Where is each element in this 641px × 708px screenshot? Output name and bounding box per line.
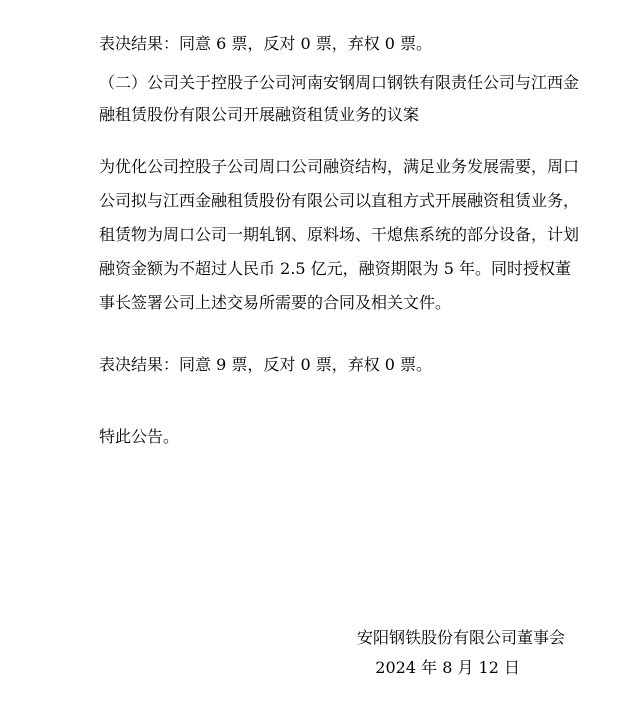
board-signature: 安阳钢铁股份有限公司董事会 [356, 628, 565, 647]
agenda-item-title: （二）公司关于控股子公司河南安钢周口钢铁有限责任公司与江西金融租赁股份有限公司开展融资租赁业务的议案 [99, 73, 580, 124]
announcement-date: 2024 年 8 月 12 日 [375, 658, 520, 677]
closing-statement: 特此公告。 [99, 427, 180, 446]
vote-result-first: 表决结果：同意 6 票，反对 0 票，弃权 0 票。 [99, 34, 433, 53]
agenda-item-body: 为优化公司控股子公司周口公司融资结构，满足业务发展需要，周口公司拟与江西金融租赁股份有限公司以直租方式开展融资租赁业务，租赁物为周口公司一期轧钢、原料场、干熄焦系统的部分设备，计划融资金额为不超过人民币 2.5 亿元，融资期限为 5 年。同时授权董事长签署公司上述交易所需要的合同及相关文件。 [99, 157, 580, 312]
vote-result-second: 表决结果：同意 9 票，反对 0 票，弃权 0 票。 [99, 355, 433, 374]
